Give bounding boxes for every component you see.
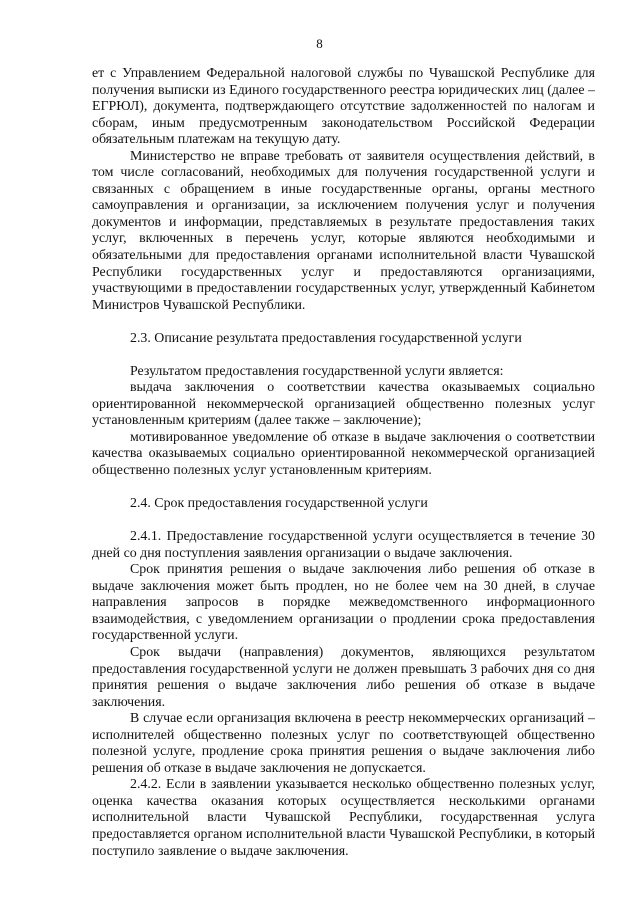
paragraph: ет с Управлением Федеральной налоговой службы по Чувашской Республике для получения выписки из Единого государственного реестра юридических лиц (далее – ЕГРЮЛ), документа, подтверждающего отсутствие задолженностей по налогам и сборам, иным предусмотренным законодательством Российской Федерации обязательным платежам на текущую дату. — [92, 66, 595, 148]
document-body — [92, 66, 595, 860]
paragraph: Срок принятия решения о выдаче заключения либо решения об отказе в выдаче заключения может быть продлен, но не более чем на 30 дней, в случае направления запросов в порядке межведомственного информационного взаимодействия, с уведомлением организации о продлении срока предоставления государственной услуги. — [92, 562, 595, 644]
section-heading: 2.4. Срок предоставления государственной услуги — [130, 496, 428, 512]
paragraph: выдача заключения о соответствии качества оказываемых социально ориентированной некоммерческой организацией общественно полезных услуг установленным критериям (далее также – заключение); — [92, 380, 595, 429]
paragraph: В случае если организация включена в реестр некоммерческих организаций – исполнителей общественно полезных услуг по соответствующей общественно полезной услуге, продление срока принятия решения о выдаче заключения либо решения об отказе в выдаче заключения не допускается. — [92, 711, 595, 776]
paragraph: Срок выдачи (направления) документов, являющихся результатом предоставления государственной услуги не должен превышать 3 рабочих дня со дня принятия решения о выдаче заключения либо решения об отказе в выдаче заключения. — [92, 644, 595, 710]
page-number: 8 — [316, 36, 323, 51]
paragraph: мотивированное уведомление об отказе в выдаче заключения о соответствии качества оказываемых социально ориентированной некоммерческой организацией общественно полезных услуг установленным критериям. — [92, 429, 595, 479]
paragraph: 2.4.2. Если в заявлении указывается несколько общественно полезных услуг, оценка качества оказания которых осуществляется несколькими органами исполнительной власти Чувашской Республики, государственная услуга предоставляется органом исполнительной власти Чувашской Республики, в который поступило заявление о выдаче заключения. — [92, 777, 595, 859]
paragraph: Министерство не вправе требовать от заявителя осуществления действий, в том числе согласований, необходимых для получения государственной услуги и связанных с обращением в иные государственные органы, органы местного самоуправления и организации, за исключением получения услуг и получения документов и информации, представляемых в результате предоставления таких услуг, включенных в перечень услуг, которые являются необходимыми и обязательными для предоставления органами исполнительной власти Чувашской Республики государственных услуг и предоставляются организациями, участвующими в предоставлении государственных услуг, утвержденный Кабинетом Министров Чувашской Республики. — [92, 148, 595, 313]
paragraph: 2.4.1. Предоставление государственной услуги осуществляется в течение 30 дней со дня поступления заявления организации о выдаче заключения. — [92, 529, 595, 561]
section-heading: 2.3. Описание результата предоставления государственной услуги — [130, 330, 522, 346]
paragraph: Результатом предоставления государственной услуги является: — [130, 363, 504, 379]
